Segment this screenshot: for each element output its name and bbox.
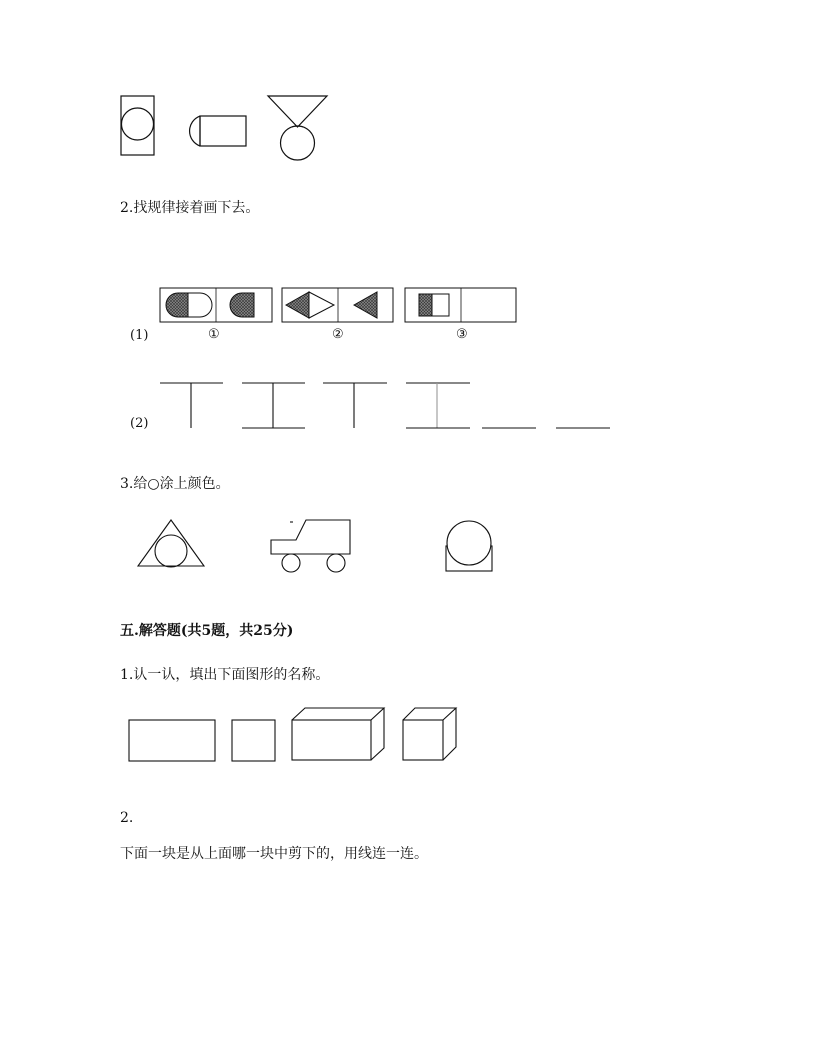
square-shape [232,720,275,761]
rect-with-circle-figure [121,96,154,155]
pattern-row-1 [0,280,816,360]
question-2-title: 2.找规律接着画下去。 [120,200,260,216]
section-5-question-1-title: 1.认一认，填出下面图形的名称。 [120,667,330,683]
semicircle-rect-figure [190,116,246,146]
triangle-with-circle[interactable] [138,520,204,567]
pattern-group-2 [282,288,393,322]
sub-question-2-label: (2) [130,416,149,431]
i-shape-2 [406,383,470,428]
pattern-group-3 [405,288,516,322]
t-shape-1 [160,383,223,428]
section-5-heading: 五.解答题(共5题，共25分) [120,623,294,639]
circled-number-2: ② [332,327,344,342]
cuboid-shape [292,708,384,760]
coloring-figures [0,510,816,590]
circled-number-1: ① [208,327,220,342]
pattern-row-2 [0,375,816,445]
rectangle-shape [129,720,215,761]
car-figure[interactable] [271,520,350,572]
question-3-title: 3.给○涂上颜色。 [120,476,230,492]
circled-number-3: ③ [456,327,468,342]
top-shapes-row [0,0,816,200]
t-shape-2 [323,383,387,428]
cube-shape [403,708,456,760]
circle-on-rect[interactable] [446,521,492,571]
i-shape-1 [242,383,305,428]
solid-shapes-row [0,700,816,780]
triangle-circle-figure [268,96,327,160]
pattern-group-1 [160,288,272,322]
section-5-question-2-number: 2. [120,810,134,826]
sub-question-1-label: (1) [130,328,149,343]
section-5-question-2-text: 下面一块是从上面哪一块中剪下的，用线连一连。 [120,846,428,862]
